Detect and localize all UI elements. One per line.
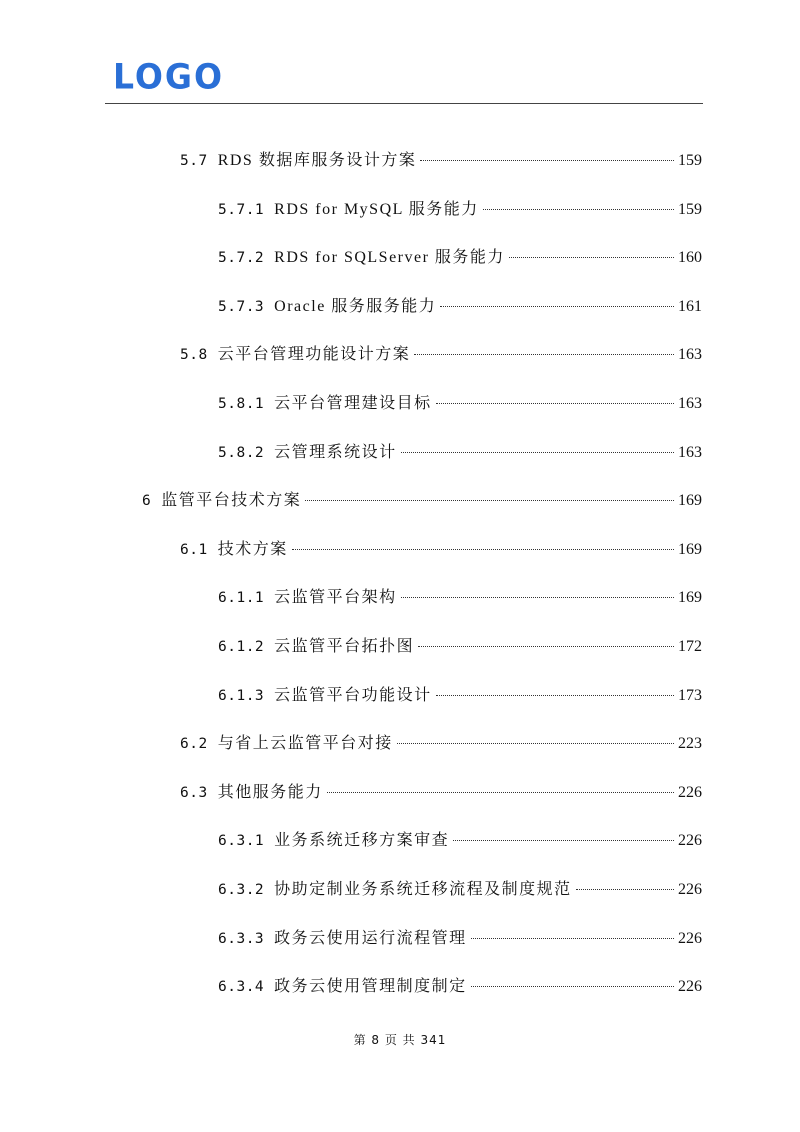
toc-entry-title: 云监管平台功能设计 — [274, 687, 432, 704]
toc-entry[interactable] — [180, 538, 702, 562]
toc-entry-number: 5.8 — [180, 347, 208, 363]
toc-entry-title: 云管理系统设计 — [274, 444, 397, 461]
page-footer: 第 8 页 共 341 — [353, 1033, 447, 1047]
toc-entry-title: 协助定制业务系统迁移流程及制度规范 — [274, 881, 572, 898]
toc-entry-number: 6.3.1 — [218, 833, 265, 849]
toc-dot-leader — [471, 938, 674, 939]
toc-entry[interactable] — [218, 295, 702, 319]
toc-entry-number: 6.1 — [180, 542, 208, 558]
toc-entry-number: 6.1.1 — [218, 590, 265, 606]
toc-entry-number: 5.8.2 — [218, 445, 265, 461]
toc-entry-number: 6.1.2 — [218, 639, 265, 655]
toc-dot-leader — [401, 597, 674, 598]
toc-entry-page-number: 163 — [678, 444, 702, 461]
toc-entry[interactable] — [218, 198, 702, 222]
toc-entry-page-number: 163 — [678, 395, 702, 412]
toc-entry-title: RDS for MySQL 服务能力 — [274, 201, 479, 218]
toc-entry-title: 政务云使用管理制度制定 — [274, 978, 467, 995]
toc-entry-number: 5.7.1 — [218, 202, 265, 218]
toc-entry-page-number: 169 — [678, 492, 702, 509]
toc-entry[interactable] — [180, 781, 702, 805]
toc-entry-page-number: 169 — [678, 589, 702, 606]
toc-entry-page-number: 226 — [678, 930, 702, 947]
toc-dot-leader — [292, 549, 674, 550]
toc-entry-page-number: 226 — [678, 832, 702, 849]
toc-entry[interactable] — [218, 829, 702, 853]
toc-entry-number: 6.3 — [180, 785, 208, 801]
toc-entry-number: 6 — [142, 493, 152, 509]
toc-entry-number: 5.7.2 — [218, 250, 265, 266]
toc-entry[interactable] — [218, 246, 702, 270]
toc-entry-title: RDS for SQLServer 服务能力 — [274, 249, 505, 266]
toc-entry-title: 与省上云监管平台对接 — [217, 735, 393, 752]
toc-entry-page-number: 163 — [678, 346, 702, 363]
toc-entry-title: 云平台管理功能设计方案 — [217, 346, 411, 363]
toc-entry-page-number: 160 — [678, 249, 702, 266]
toc-entry-page-number: 161 — [678, 298, 702, 315]
toc-entry-title: 云监管平台拓扑图 — [274, 638, 415, 655]
toc-dot-leader — [453, 840, 674, 841]
toc-dot-leader — [420, 160, 674, 161]
toc-entry[interactable] — [142, 489, 702, 513]
toc-dot-leader — [414, 354, 674, 355]
toc-entry[interactable] — [218, 586, 702, 610]
toc-entry-page-number: 172 — [678, 638, 702, 655]
toc-dot-leader — [436, 403, 674, 404]
toc-dot-leader — [440, 306, 674, 307]
toc-entry[interactable] — [218, 927, 702, 951]
toc-entry-number: 6.3.2 — [218, 882, 265, 898]
toc-entry-number: 6.2 — [180, 736, 208, 752]
toc-entry-number: 5.7 — [180, 153, 208, 169]
toc-dot-leader — [327, 792, 674, 793]
toc-entry-page-number: 223 — [678, 735, 702, 752]
toc-entry-title: RDS 数据库服务设计方案 — [217, 152, 417, 169]
toc-entry-title: 业务系统迁移方案审查 — [274, 832, 450, 849]
toc-entry-number: 5.8.1 — [218, 396, 265, 412]
logo-text: LOGO — [113, 55, 225, 97]
toc-entry-title: 技术方案 — [217, 541, 288, 558]
toc-entry-title: 云平台管理建设目标 — [274, 395, 432, 412]
toc-entry-page-number: 159 — [678, 201, 702, 218]
toc-dot-leader — [436, 695, 674, 696]
toc-entry[interactable] — [218, 392, 702, 416]
toc-entry-title: 其他服务能力 — [217, 784, 323, 801]
toc-entry-number: 6.3.3 — [218, 931, 265, 947]
toc-dot-leader — [483, 209, 674, 210]
toc-entry[interactable] — [218, 684, 702, 708]
toc-entry-page-number: 226 — [678, 881, 702, 898]
toc-entry-title: Oracle 服务服务能力 — [274, 298, 437, 315]
toc-entry[interactable] — [180, 732, 702, 756]
toc-dot-leader — [509, 257, 674, 258]
toc-entry[interactable] — [218, 635, 702, 659]
toc-entry[interactable] — [180, 149, 702, 173]
toc-entry-title: 政务云使用运行流程管理 — [274, 930, 467, 947]
toc-entry[interactable] — [218, 975, 702, 999]
toc-dot-leader — [471, 986, 674, 987]
toc-dot-leader — [305, 500, 674, 501]
toc-entry[interactable] — [180, 343, 702, 367]
toc-dot-leader — [397, 743, 674, 744]
toc-entry[interactable] — [218, 441, 702, 465]
toc-dot-leader — [576, 889, 674, 890]
toc-dot-leader — [401, 452, 674, 453]
toc-entry[interactable] — [218, 878, 702, 902]
toc-entry-title: 监管平台技术方案 — [161, 492, 302, 509]
toc-entry-number: 5.7.3 — [218, 299, 265, 315]
toc-entry-title: 云监管平台架构 — [274, 589, 397, 606]
toc-entry-number: 6.1.3 — [218, 688, 265, 704]
toc-entry-number: 6.3.4 — [218, 979, 265, 995]
toc-dot-leader — [418, 646, 674, 647]
toc-entry-page-number: 159 — [678, 152, 702, 169]
toc-entry-page-number: 226 — [678, 784, 702, 801]
toc-entry-page-number: 226 — [678, 978, 702, 995]
toc-entry-page-number: 173 — [678, 687, 702, 704]
toc-entry-page-number: 169 — [678, 541, 702, 558]
